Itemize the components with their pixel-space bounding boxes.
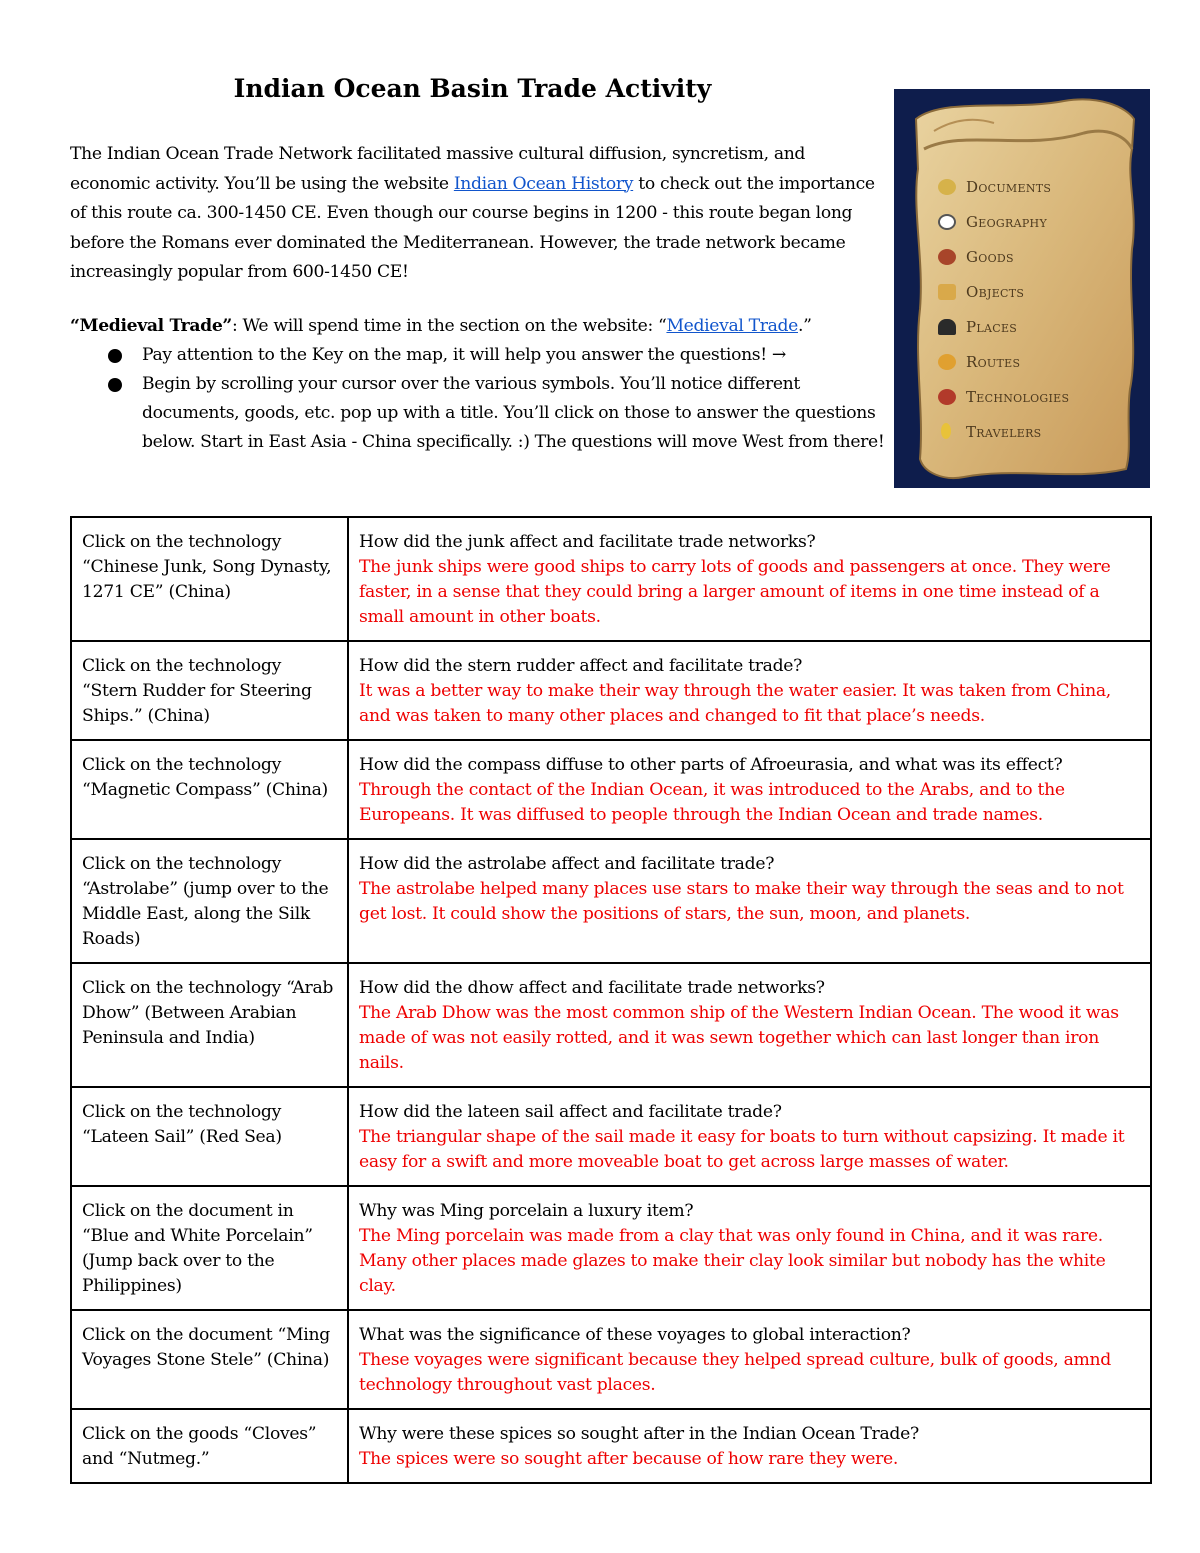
table-row: [71, 641, 1151, 740]
key-item-objects: Objects: [966, 283, 1025, 301]
medieval-trade-label: “Medieval Trade”: [70, 316, 232, 336]
intro-text-2: to check out the importance of this route ca. 300-1450 CE. Even though our course begins in 1200 - this route began long before the Romans ever dominated the Mediterranean. However, the trade network became increasingly popular from 600-1450 CE!: [70, 173, 875, 282]
question-text: Why was Ming porcelain a luxury item?: [359, 1201, 694, 1221]
question-text: How did the stern rudder affect and facilitate trade?: [359, 656, 803, 676]
qa-cell: [348, 1310, 1151, 1409]
prompt-cell: Click on the technology “Arab Dhow” (Between Arabian Peninsula and India): [71, 963, 348, 1087]
table-row: [71, 740, 1151, 839]
instruction-item: Pay attention to the Key on the map, it will help you answer the questions! →: [70, 341, 885, 370]
map-key-image: [894, 89, 1150, 488]
qa-cell: [348, 1087, 1151, 1186]
key-item-goods: Goods: [966, 248, 1014, 266]
prompt-cell: Click on the document “Ming Voyages Stone Stele” (China): [71, 1310, 348, 1409]
bullet-icon: [108, 378, 122, 392]
answer-text[interactable]: These voyages were significant because they helped spread culture, bulk of goods, amnd technology throughout vast places.: [359, 1350, 1111, 1395]
answer-text[interactable]: The spices were so sought after because of how rare they were.: [359, 1449, 899, 1469]
question-text: How did the astrolabe affect and facilitate trade?: [359, 854, 775, 874]
instruction-item: Begin by scrolling your cursor over the various symbols. You’ll notice different documents, goods, etc. pop up with a title. You’ll click on those to answer the questions below. Start in East Asia - China specifically. :) The questions will move West from there!: [70, 370, 885, 457]
medieval-trade-link[interactable]: Medieval Trade: [666, 316, 798, 336]
answer-text[interactable]: Through the contact of the Indian Ocean, it was introduced to the Arabs, and to the Europeans. It was diffused to people through the Indian Ocean and trade names.: [359, 780, 1065, 825]
prompt-cell: Click on the technology “Stern Rudder for Steering Ships.” (China): [71, 641, 348, 740]
answer-text[interactable]: The Ming porcelain was made from a clay that was only found in China, and it was rare. Many other places made glazes to make their clay look similar but nobody has the white clay.: [359, 1226, 1106, 1296]
table-row: [71, 1087, 1151, 1186]
indian-ocean-history-link[interactable]: Indian Ocean History: [453, 173, 634, 194]
instruction-list: [70, 341, 885, 457]
answer-text[interactable]: The Arab Dhow was the most common ship of the Western Indian Ocean. The wood it was made of was not easily rotted, and it was sewn together which can last longer than iron nails.: [359, 1003, 1119, 1073]
prompt-cell: Click on the technology “Lateen Sail” (Red Sea): [71, 1087, 348, 1186]
medieval-trade-end: .”: [798, 316, 812, 336]
prompt-cell: Click on the technology “Astrolabe” (jump over to the Middle East, along the Silk Roads): [71, 839, 348, 963]
answer-text[interactable]: The triangular shape of the sail made it easy for boats to turn without capsizing. It made it easy for a swift and more moveable boat to get across large masses of water.: [359, 1127, 1125, 1172]
routes-icon: [938, 354, 956, 370]
prompt-cell: Click on the document in “Blue and White Porcelain” (Jump back over to the Philippines): [71, 1186, 348, 1310]
question-text: Why were these spices so sought after in the Indian Ocean Trade?: [359, 1424, 919, 1444]
qa-cell: [348, 963, 1151, 1087]
key-item-technologies: Technologies: [966, 388, 1070, 406]
bullet-icon: [108, 349, 122, 363]
table-row: [71, 1186, 1151, 1310]
key-item-places: Places: [966, 318, 1018, 336]
prompt-cell: Click on the technology “Chinese Junk, Song Dynasty, 1271 CE” (China): [71, 517, 348, 641]
page-title: Indian Ocean Basin Trade Activity: [233, 74, 712, 103]
table-row: [71, 839, 1151, 963]
intro-paragraph: [70, 140, 880, 288]
places-icon: [938, 319, 956, 335]
goods-icon: [938, 249, 956, 265]
medieval-trade-text: : We will spend time in the section on the website: “: [231, 316, 667, 336]
technologies-icon: [938, 389, 956, 405]
table-row: [71, 1310, 1151, 1409]
question-text: How did the compass diffuse to other parts of Afroeurasia, and what was its effect?: [359, 755, 1063, 775]
answer-text[interactable]: The astrolabe helped many places use stars to make their way through the seas and to not get lost. It could show the positions of stars, the sun, moon, and planets.: [359, 879, 1124, 924]
qa-cell: [348, 641, 1151, 740]
table-row: [71, 963, 1151, 1087]
answer-text[interactable]: The junk ships were good ships to carry lots of goods and passengers at once. They were faster, in a sense that they could bring a larger amount of items in one time instead of a small amount in other boats.: [359, 557, 1111, 627]
table-row: [71, 517, 1151, 641]
documents-icon: [938, 179, 956, 195]
travelers-icon: [941, 423, 951, 439]
prompt-cell: Click on the technology “Magnetic Compass” (China): [71, 740, 348, 839]
objects-icon: [938, 284, 956, 300]
qa-cell: [348, 1186, 1151, 1310]
key-item-geography: Geography: [966, 213, 1047, 231]
answer-text[interactable]: It was a better way to make their way through the water easier. It was taken from China, and was taken to many other places and changed to fit that place’s needs.: [359, 681, 1111, 726]
qa-cell: [348, 740, 1151, 839]
geography-icon: [938, 214, 956, 230]
qa-cell: [348, 517, 1151, 641]
prompt-cell: Click on the goods “Cloves” and “Nutmeg.”: [71, 1409, 348, 1483]
question-text: How did the dhow affect and facilitate trade networks?: [359, 978, 825, 998]
medieval-trade-section: [70, 312, 885, 457]
question-text: What was the significance of these voyages to global interaction?: [359, 1325, 911, 1345]
qa-cell: [348, 1409, 1151, 1483]
intro-text-1: The Indian Ocean Trade Network facilitated massive cultural diffusion, syncretism, and economic activity. You’ll be using the website: [70, 144, 806, 194]
questions-table: [70, 516, 1152, 1484]
key-item-documents: Documents: [966, 178, 1052, 196]
key-item-routes: Routes: [966, 353, 1021, 371]
table-row: [71, 1409, 1151, 1483]
qa-cell: [348, 839, 1151, 963]
question-text: How did the junk affect and facilitate trade networks?: [359, 532, 816, 552]
key-item-travelers: Travelers: [966, 423, 1042, 441]
question-text: How did the lateen sail affect and facilitate trade?: [359, 1102, 782, 1122]
